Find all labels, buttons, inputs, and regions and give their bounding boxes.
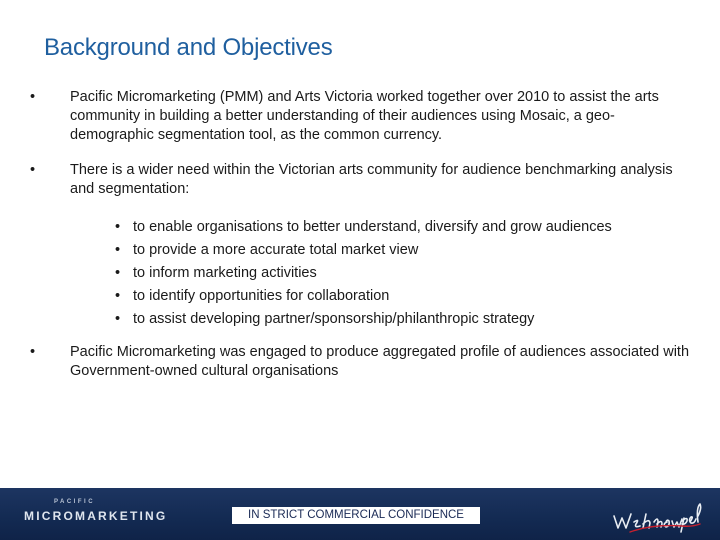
- bullet-dot: •: [115, 265, 121, 281]
- company-logo: [22, 498, 172, 532]
- bullet-text: Pacific Micromarketing was engaged to produce aggregated profile of audiences associated with Government-owned cultural organisations: [70, 344, 690, 379]
- bullet-dot: •: [115, 242, 121, 258]
- sub-bullet-item: [115, 239, 612, 262]
- sub-bullet-item: [115, 285, 612, 308]
- sub-bullet-text: to provide a more accurate total market view: [133, 242, 419, 258]
- bullet-dot: •: [30, 162, 36, 178]
- slide-title: Background and Objectives: [44, 34, 333, 61]
- bullet-text: There is a wider need within the Victorian arts community for audience benchmarking analysis and segmentation:: [70, 162, 673, 197]
- bullet-dot: •: [115, 311, 121, 327]
- logo-small-text: PACIFIC: [54, 499, 96, 505]
- bullet-dot: •: [30, 344, 36, 360]
- sub-bullet-text: to identify opportunities for collaboration: [133, 288, 390, 304]
- sub-bullet-item: [115, 216, 612, 239]
- sub-bullet-text: to assist developing partner/sponsorship/philanthropic strategy: [133, 311, 535, 327]
- sub-bullet-text: to enable organisations to better understand, diversify and grow audiences: [133, 219, 612, 235]
- sub-bullet-item: [115, 308, 612, 331]
- sub-bullet-item: [115, 262, 612, 285]
- bullet-dot: •: [115, 288, 121, 304]
- bullet-dot: •: [115, 219, 121, 235]
- confidentiality-label: IN STRICT COMMERCIAL CONFIDENCE: [232, 507, 480, 524]
- logo-wordmark: MICROMARKETING: [24, 509, 168, 523]
- tagline-script-logo: [612, 494, 704, 534]
- sub-bullet-list: [115, 216, 612, 331]
- bullet-dot: •: [30, 89, 36, 105]
- sub-bullet-text: to inform marketing activities: [133, 265, 317, 281]
- bullet-text: Pacific Micromarketing (PMM) and Arts Victoria worked together over 2010 to assist the arts community in building a better understanding of their audiences using Mosaic, a geo-demographic segmentation tool, as the common currency.: [70, 89, 659, 143]
